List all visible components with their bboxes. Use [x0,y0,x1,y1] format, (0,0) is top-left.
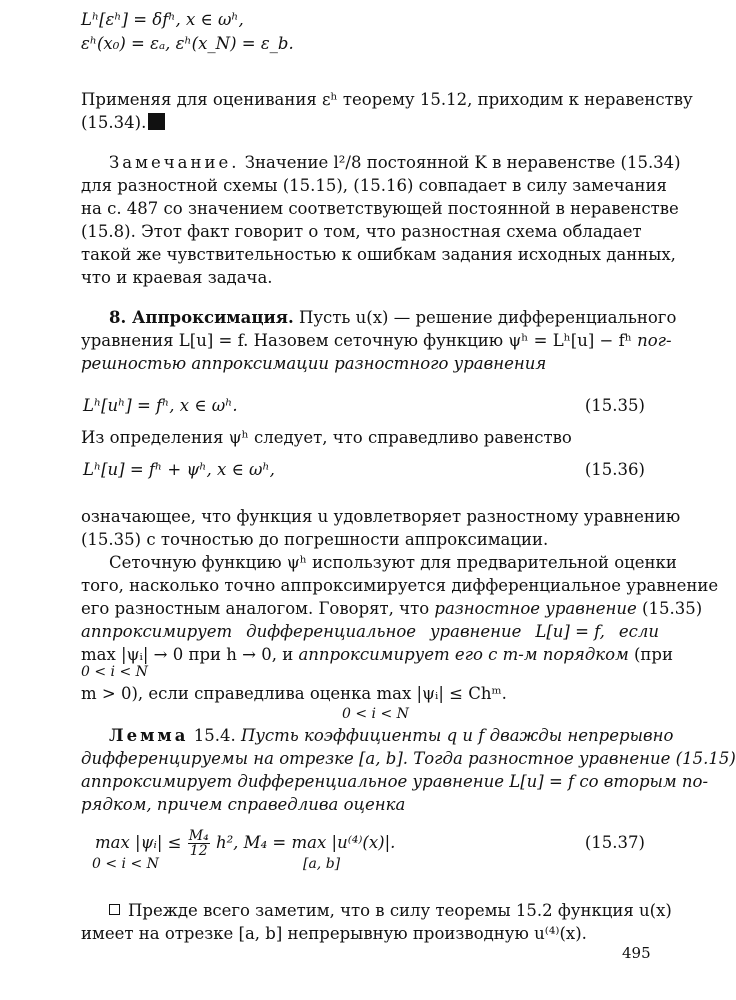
paragraph-grid-function [81,551,719,666]
text-line: (при [634,645,673,664]
text-line: аппроксимирует дифференциальное уравнение L[u] = f со вторым по- [81,772,709,791]
equation-15-35 [81,394,659,418]
text-line: (15.35) с точностью до погрешности аппроксимации. [81,530,549,549]
text-line: (15.8). Этот факт говорит о том, что разностная схема обладает [81,222,642,241]
text-line: что и краевая задача. [81,268,273,287]
text-line: Применяя для оценивания εʰ теорему 15.12, приходим к неравенству [81,90,693,109]
equation-top-2: εʰ(x₀) = εₐ, εʰ(x_N) = ε_b. [81,34,294,53]
text-line: того, насколько точно аппроксимируется дифференциальное уравнение [81,576,719,595]
defined-term: если [618,622,659,641]
lemma-heading: Лемма [109,726,189,745]
equation-top-1: Lʰ[εʰ] = δfʰ, x ∈ ωʰ, [81,10,244,29]
text-line: такой же чувствительностью к ошибкам задания исходных данных, [81,245,676,264]
definition-term: решностью аппроксимации разностного уравнения [81,354,547,373]
text-line: пог- [637,331,672,350]
text-line: для разностной схемы (15.15), (15.16) совпадает в силу замечания [81,176,667,195]
paragraph-grid-end [81,682,659,705]
text-line: m > 0), если справедлива оценка max |ψᵢ| ≤ Chᵐ. [81,684,507,703]
text-line: Прежде всего заметим, что в силу теоремы 15.2 функция u(x) [128,901,672,920]
text-line: Пусть коэффициенты q и f дважды непрерывно [240,726,674,745]
defined-term: аппроксимирует его с m-м порядком [298,645,629,664]
text-line: Сеточную функцию ψʰ используют для предварительной оценки [109,553,677,572]
equation-15-37 [81,826,659,860]
section-8-paragraph [81,306,677,375]
text-line: Значение l²/8 постоянной K в неравенстве (15.34) [244,153,681,172]
text-line: max |ψᵢ| → 0 при h → 0, и [81,645,294,664]
equation-right: h², M₄ = max |u⁽⁴⁾(x)|. [215,833,396,852]
defined-term: уравнение [429,622,522,641]
equation-number: (15.36) [584,460,645,479]
text-line: имеет на отрезке [a, b] непрерывную производную u⁽⁴⁾(x). [81,924,587,943]
text-line: дифференцируемы на отрезке [a, b]. Тогда разностное уравнение (15.15) [81,749,736,768]
fraction-denominator: 12 [189,843,208,859]
paragraph-apply [81,88,693,134]
equation-15-36 [81,458,659,482]
page-number: 495 [622,944,651,962]
proof-start-square-icon [109,904,120,915]
paragraph-means [81,505,681,551]
fraction-numerator: M₄ [188,828,209,844]
text-line: на с. 487 со значением соответствующей постоянной в неравенстве [81,199,679,218]
text-line: (15.34). [81,113,147,132]
qed-square-icon [148,113,165,130]
lemma-number: 15.4. [193,726,236,745]
text-line: уравнения L[u] = f. Назовем сеточную функцию ψʰ = Lʰ[u] − fʰ [81,331,632,350]
text-line: означающее, что функция u удовлетворяет разностному уравнению [81,507,681,526]
max-subscript: 0 < i < N [342,706,409,722]
proof-paragraph [81,899,672,945]
max-subscript: 0 < i < N [92,856,159,872]
equation-left: max |ψᵢ| ≤ [95,833,182,852]
paragraph-definition [81,426,659,449]
remark-heading: Замечание. [109,153,240,172]
equation-number: (15.37) [584,833,645,852]
lemma-paragraph [81,724,736,816]
equation-number: (15.35) [584,396,645,415]
text-line: Из определения ψʰ следует, что справедливо равенство [81,428,572,447]
max-subscript: [a, b] [303,856,341,872]
text-line: Пусть u(x) — решение дифференциального [298,308,677,327]
fraction [188,829,210,858]
section-title: 8. Аппроксимация. [109,308,294,327]
equation-formula: Lʰ[u] = fʰ + ψʰ, x ∈ ωʰ, [83,460,275,479]
defined-term: разностное уравнение [434,599,637,618]
max-subscript: 0 < i < N [81,664,148,680]
text-line: (15.35) [642,599,703,618]
formula-inline: L[u] = f, [535,622,605,641]
equation-formula: Lʰ[uʰ] = fʰ, x ∈ ωʰ. [83,396,238,415]
remark-paragraph [81,151,681,289]
defined-term: дифференциальное [246,622,417,641]
text-line: рядком, причем справедлива оценка [81,795,406,814]
text-line: его разностным аналогом. Говорят, что [81,599,430,618]
defined-term: аппроксимирует [81,622,233,641]
